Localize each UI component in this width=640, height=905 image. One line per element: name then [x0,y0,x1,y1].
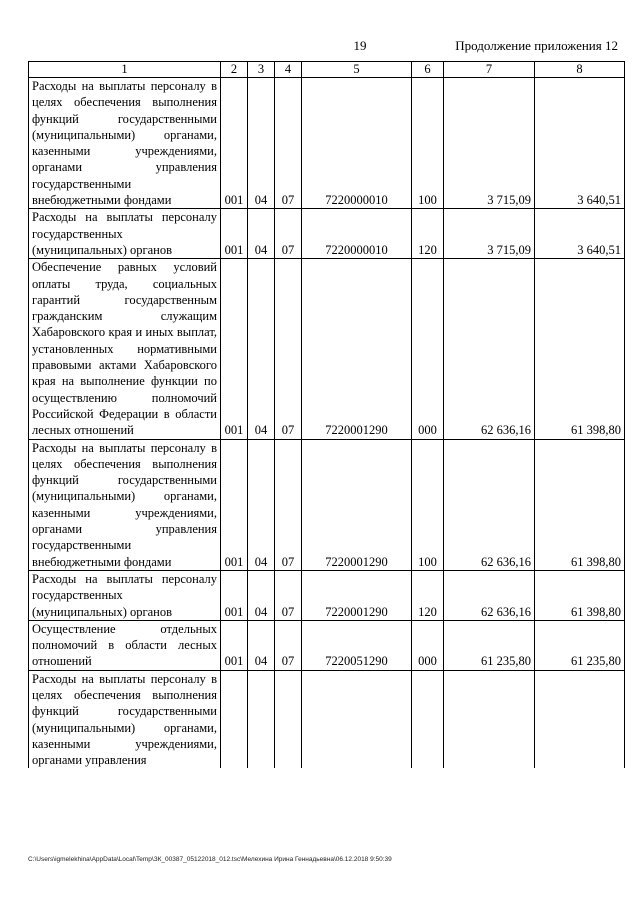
code-section: 04 [248,209,275,259]
code-section: 04 [248,439,275,570]
amount-col8: 61 398,80 [535,439,625,570]
row-description: Осуществление отдельных полномочий в области лесных отношений [29,620,221,670]
row-description: Расходы на выплаты персоналу в целях обеспечения выполнения функций государственными (муниципальными) органами, казенными учреждениями, органами управления государственными внебюджетными фондами [29,439,221,570]
amount-col7: 3 715,09 [444,78,535,209]
code-target: 7220001290 [302,439,412,570]
code-expense-type: 100 [412,439,444,570]
amount-col8 [535,670,625,768]
code-ministry: 001 [221,620,248,670]
column-header: 5 [302,62,412,78]
code-subsection: 07 [275,259,302,439]
code-ministry: 001 [221,570,248,620]
page-number: 19 [353,38,367,53]
code-target [302,670,412,768]
code-section: 04 [248,78,275,209]
table-row [29,570,625,620]
code-target: 7220000010 [302,209,412,259]
code-ministry: 001 [221,78,248,209]
row-description: Расходы на выплаты персоналу государственных (муниципальных) органов [29,209,221,259]
code-ministry: 001 [221,209,248,259]
code-expense-type: 100 [412,78,444,209]
amount-col8: 61 398,80 [535,570,625,620]
code-section: 04 [248,259,275,439]
amount-col7: 3 715,09 [444,209,535,259]
file-path-footer: C:\Users\igmelekhina\AppData\Local\Temp\ЗК_00387_05122018_012.tsc\Мелехина Ирина Геннадьевна\06.12.2018 9:50:39 [28,856,392,863]
amount-col8: 61 235,80 [535,620,625,670]
column-header: 8 [535,62,625,78]
code-target: 7220001290 [302,570,412,620]
code-subsection [275,670,302,768]
amount-col7: 62 636,16 [444,259,535,439]
amount-col8: 3 640,51 [535,209,625,259]
row-description: Обеспечение равных условий оплаты труда, социальных гарантий государственным гражданским служащим Хабаровского края и иных выплат, установленных нормативными правовыми актами Хабаровского края на выполнение функции по осуществлению полномочий Российской Федерации в области лесных отношений [29,259,221,439]
table-row [29,209,625,259]
code-subsection: 07 [275,439,302,570]
code-section: 04 [248,620,275,670]
code-target: 7220000010 [302,78,412,209]
code-ministry: 001 [221,259,248,439]
amount-col7: 61 235,80 [444,620,535,670]
code-section: 04 [248,570,275,620]
code-expense-type: 000 [412,259,444,439]
amount-col7: 62 636,16 [444,439,535,570]
table-row [29,259,625,439]
code-ministry: 001 [221,439,248,570]
code-section [248,670,275,768]
amount-col8: 61 398,80 [535,259,625,439]
amount-col7: 62 636,16 [444,570,535,620]
code-expense-type: 000 [412,620,444,670]
table-row [29,670,625,768]
continuation-note: Продолжение приложения 12 [455,38,618,53]
code-subsection: 07 [275,209,302,259]
column-header: 2 [221,62,248,78]
code-ministry [221,670,248,768]
code-expense-type: 120 [412,570,444,620]
code-target: 7220051290 [302,620,412,670]
budget-table [28,61,625,768]
row-description: Расходы на выплаты персоналу в целях обеспечения выполнения функций государственными (муниципальными) органами, казенными учреждениями, органами управления [29,670,221,768]
column-header: 4 [275,62,302,78]
column-header: 6 [412,62,444,78]
code-expense-type: 120 [412,209,444,259]
column-header: 1 [29,62,221,78]
amount-col8: 3 640,51 [535,78,625,209]
table-row [29,620,625,670]
table-row [29,439,625,570]
table-row [29,78,625,209]
amount-col7 [444,670,535,768]
header-row [29,62,625,78]
code-expense-type [412,670,444,768]
code-target: 7220001290 [302,259,412,439]
code-subsection: 07 [275,570,302,620]
code-subsection: 07 [275,78,302,209]
column-header: 7 [444,62,535,78]
column-header: 3 [248,62,275,78]
code-subsection: 07 [275,620,302,670]
row-description: Расходы на выплаты персоналу государственных (муниципальных) органов [29,570,221,620]
row-description: Расходы на выплаты персоналу в целях обеспечения выполнения функций государственными (муниципальными) органами, казенными учреждениями, органами управления государственными внебюджетными фондами [29,78,221,209]
